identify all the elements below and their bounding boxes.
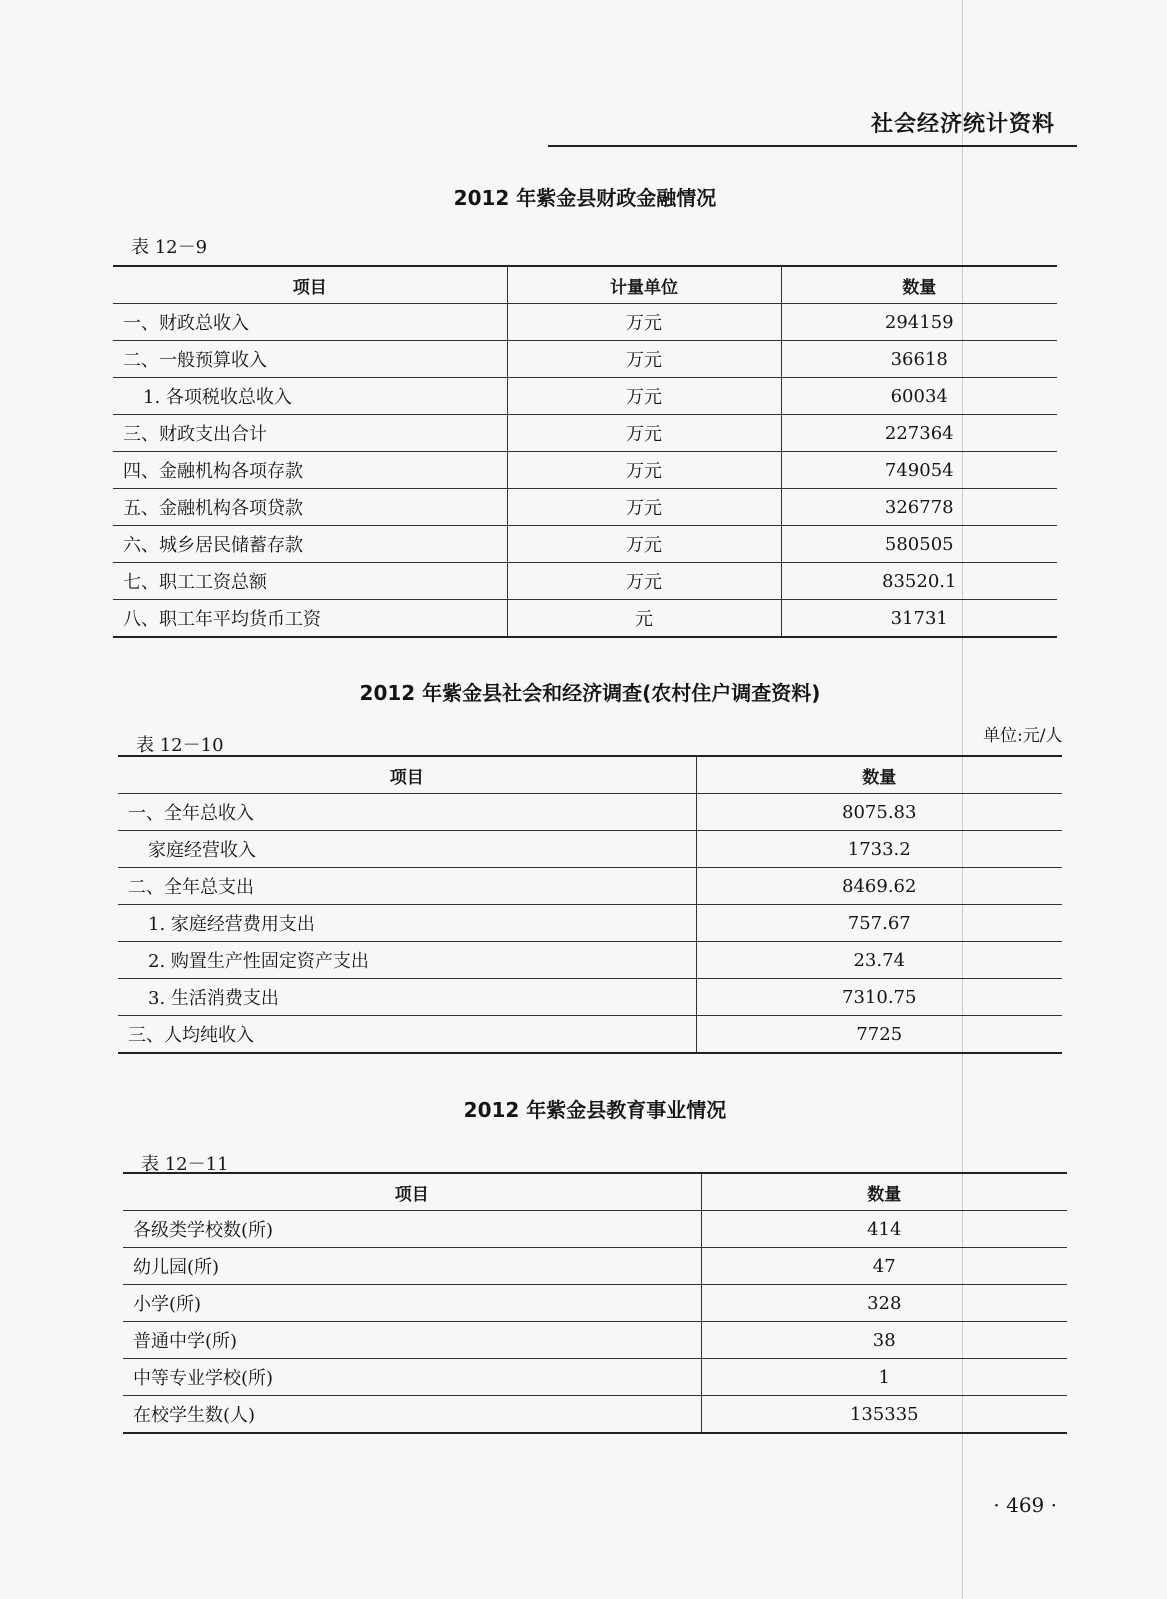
table-row xyxy=(113,341,1057,378)
table-row xyxy=(113,526,1057,563)
table-header-row xyxy=(118,756,1062,794)
row-value: 36618 xyxy=(781,341,1057,378)
row-label: 三、人均纯收入 xyxy=(118,1016,696,1054)
table-row xyxy=(113,415,1057,452)
page-number: · 469 · xyxy=(993,1493,1057,1517)
table-row xyxy=(118,868,1062,905)
table-row xyxy=(118,905,1062,942)
row-label: 五、金融机构各项贷款 xyxy=(113,489,507,526)
table-row xyxy=(118,979,1062,1016)
row-label: 二、全年总支出 xyxy=(118,868,696,905)
row-label: 二、一般预算收入 xyxy=(113,341,507,378)
row-label: 幼儿园(所) xyxy=(123,1248,701,1285)
row-label: 2. 购置生产性固定资产支出 xyxy=(118,942,696,979)
row-unit: 万元 xyxy=(507,378,781,415)
table-12-10-number: 表 12－10 xyxy=(136,735,224,756)
table-header-row xyxy=(123,1173,1067,1211)
row-label: 四、金融机构各项存款 xyxy=(113,452,507,489)
table-header-row xyxy=(113,266,1057,304)
row-unit: 万元 xyxy=(507,341,781,378)
table-12-9-title: 2012 年紫金县财政金融情况 xyxy=(453,186,717,210)
table-12-11-title: 2012 年紫金县教育事业情况 xyxy=(463,1098,727,1122)
column-header: 项目 xyxy=(123,1173,701,1211)
row-label: 八、职工年平均货币工资 xyxy=(113,600,507,638)
row-unit: 万元 xyxy=(507,526,781,563)
row-value: 1 xyxy=(701,1359,1067,1396)
table-12-11-number: 表 12－11 xyxy=(141,1154,229,1175)
row-unit: 万元 xyxy=(507,304,781,341)
row-value: 227364 xyxy=(781,415,1057,452)
row-label: 在校学生数(人) xyxy=(123,1396,701,1434)
row-value: 326778 xyxy=(781,489,1057,526)
row-label: 一、全年总收入 xyxy=(118,794,696,831)
row-value: 47 xyxy=(701,1248,1067,1285)
row-value: 31731 xyxy=(781,600,1057,638)
row-value: 1733.2 xyxy=(696,831,1062,868)
row-value: 8075.83 xyxy=(696,794,1062,831)
row-value: 580505 xyxy=(781,526,1057,563)
table-12-9 xyxy=(113,265,1057,638)
table-row xyxy=(123,1211,1067,1248)
table-row xyxy=(113,452,1057,489)
row-value: 8469.62 xyxy=(696,868,1062,905)
table-row xyxy=(113,489,1057,526)
table-row xyxy=(118,942,1062,979)
row-unit: 万元 xyxy=(507,489,781,526)
table-row xyxy=(113,304,1057,341)
table-row xyxy=(123,1248,1067,1285)
table-row xyxy=(123,1359,1067,1396)
row-label: 中等专业学校(所) xyxy=(123,1359,701,1396)
table-row xyxy=(123,1285,1067,1322)
row-label: 1. 各项税收总收入 xyxy=(113,378,507,415)
column-header: 数量 xyxy=(696,756,1062,794)
row-label: 家庭经营收入 xyxy=(118,831,696,868)
column-header: 数量 xyxy=(781,266,1057,304)
table-row xyxy=(113,378,1057,415)
row-unit: 万元 xyxy=(507,452,781,489)
row-label: 小学(所) xyxy=(123,1285,701,1322)
row-value: 414 xyxy=(701,1211,1067,1248)
row-label: 六、城乡居民储蓄存款 xyxy=(113,526,507,563)
table-12-9-number: 表 12－9 xyxy=(131,237,208,258)
row-unit: 元 xyxy=(507,600,781,638)
row-value: 38 xyxy=(701,1322,1067,1359)
table-12-10-title: 2012 年紫金县社会和经济调查(农村住户调查资料) xyxy=(359,681,821,705)
row-value: 7310.75 xyxy=(696,979,1062,1016)
row-label: 普通中学(所) xyxy=(123,1322,701,1359)
row-label: 3. 生活消费支出 xyxy=(118,979,696,1016)
row-label: 七、职工工资总额 xyxy=(113,563,507,600)
row-label: 1. 家庭经营费用支出 xyxy=(118,905,696,942)
header-rule xyxy=(548,145,1077,147)
table-12-10 xyxy=(118,755,1062,1054)
row-unit: 万元 xyxy=(507,415,781,452)
table-row xyxy=(123,1322,1067,1359)
table-row xyxy=(118,794,1062,831)
table-12-11 xyxy=(123,1172,1067,1434)
row-label: 各级类学校数(所) xyxy=(123,1211,701,1248)
row-value: 23.74 xyxy=(696,942,1062,979)
table-row xyxy=(118,1016,1062,1054)
column-header: 项目 xyxy=(118,756,696,794)
row-value: 7725 xyxy=(696,1016,1062,1054)
running-header: 社会经济统计资料 xyxy=(870,112,1055,137)
table-row xyxy=(123,1396,1067,1434)
table-row xyxy=(113,600,1057,638)
row-value: 749054 xyxy=(781,452,1057,489)
row-label: 三、财政支出合计 xyxy=(113,415,507,452)
row-value: 328 xyxy=(701,1285,1067,1322)
row-value: 757.67 xyxy=(696,905,1062,942)
table-12-10-unit-note: 单位:元/人 xyxy=(983,726,1063,746)
row-label: 一、财政总收入 xyxy=(113,304,507,341)
column-header: 计量单位 xyxy=(507,266,781,304)
table-row xyxy=(118,831,1062,868)
row-value: 294159 xyxy=(781,304,1057,341)
row-unit: 万元 xyxy=(507,563,781,600)
row-value: 83520.1 xyxy=(781,563,1057,600)
column-header: 数量 xyxy=(701,1173,1067,1211)
table-row xyxy=(113,563,1057,600)
row-value: 60034 xyxy=(781,378,1057,415)
row-value: 135335 xyxy=(701,1396,1067,1434)
column-header: 项目 xyxy=(113,266,507,304)
